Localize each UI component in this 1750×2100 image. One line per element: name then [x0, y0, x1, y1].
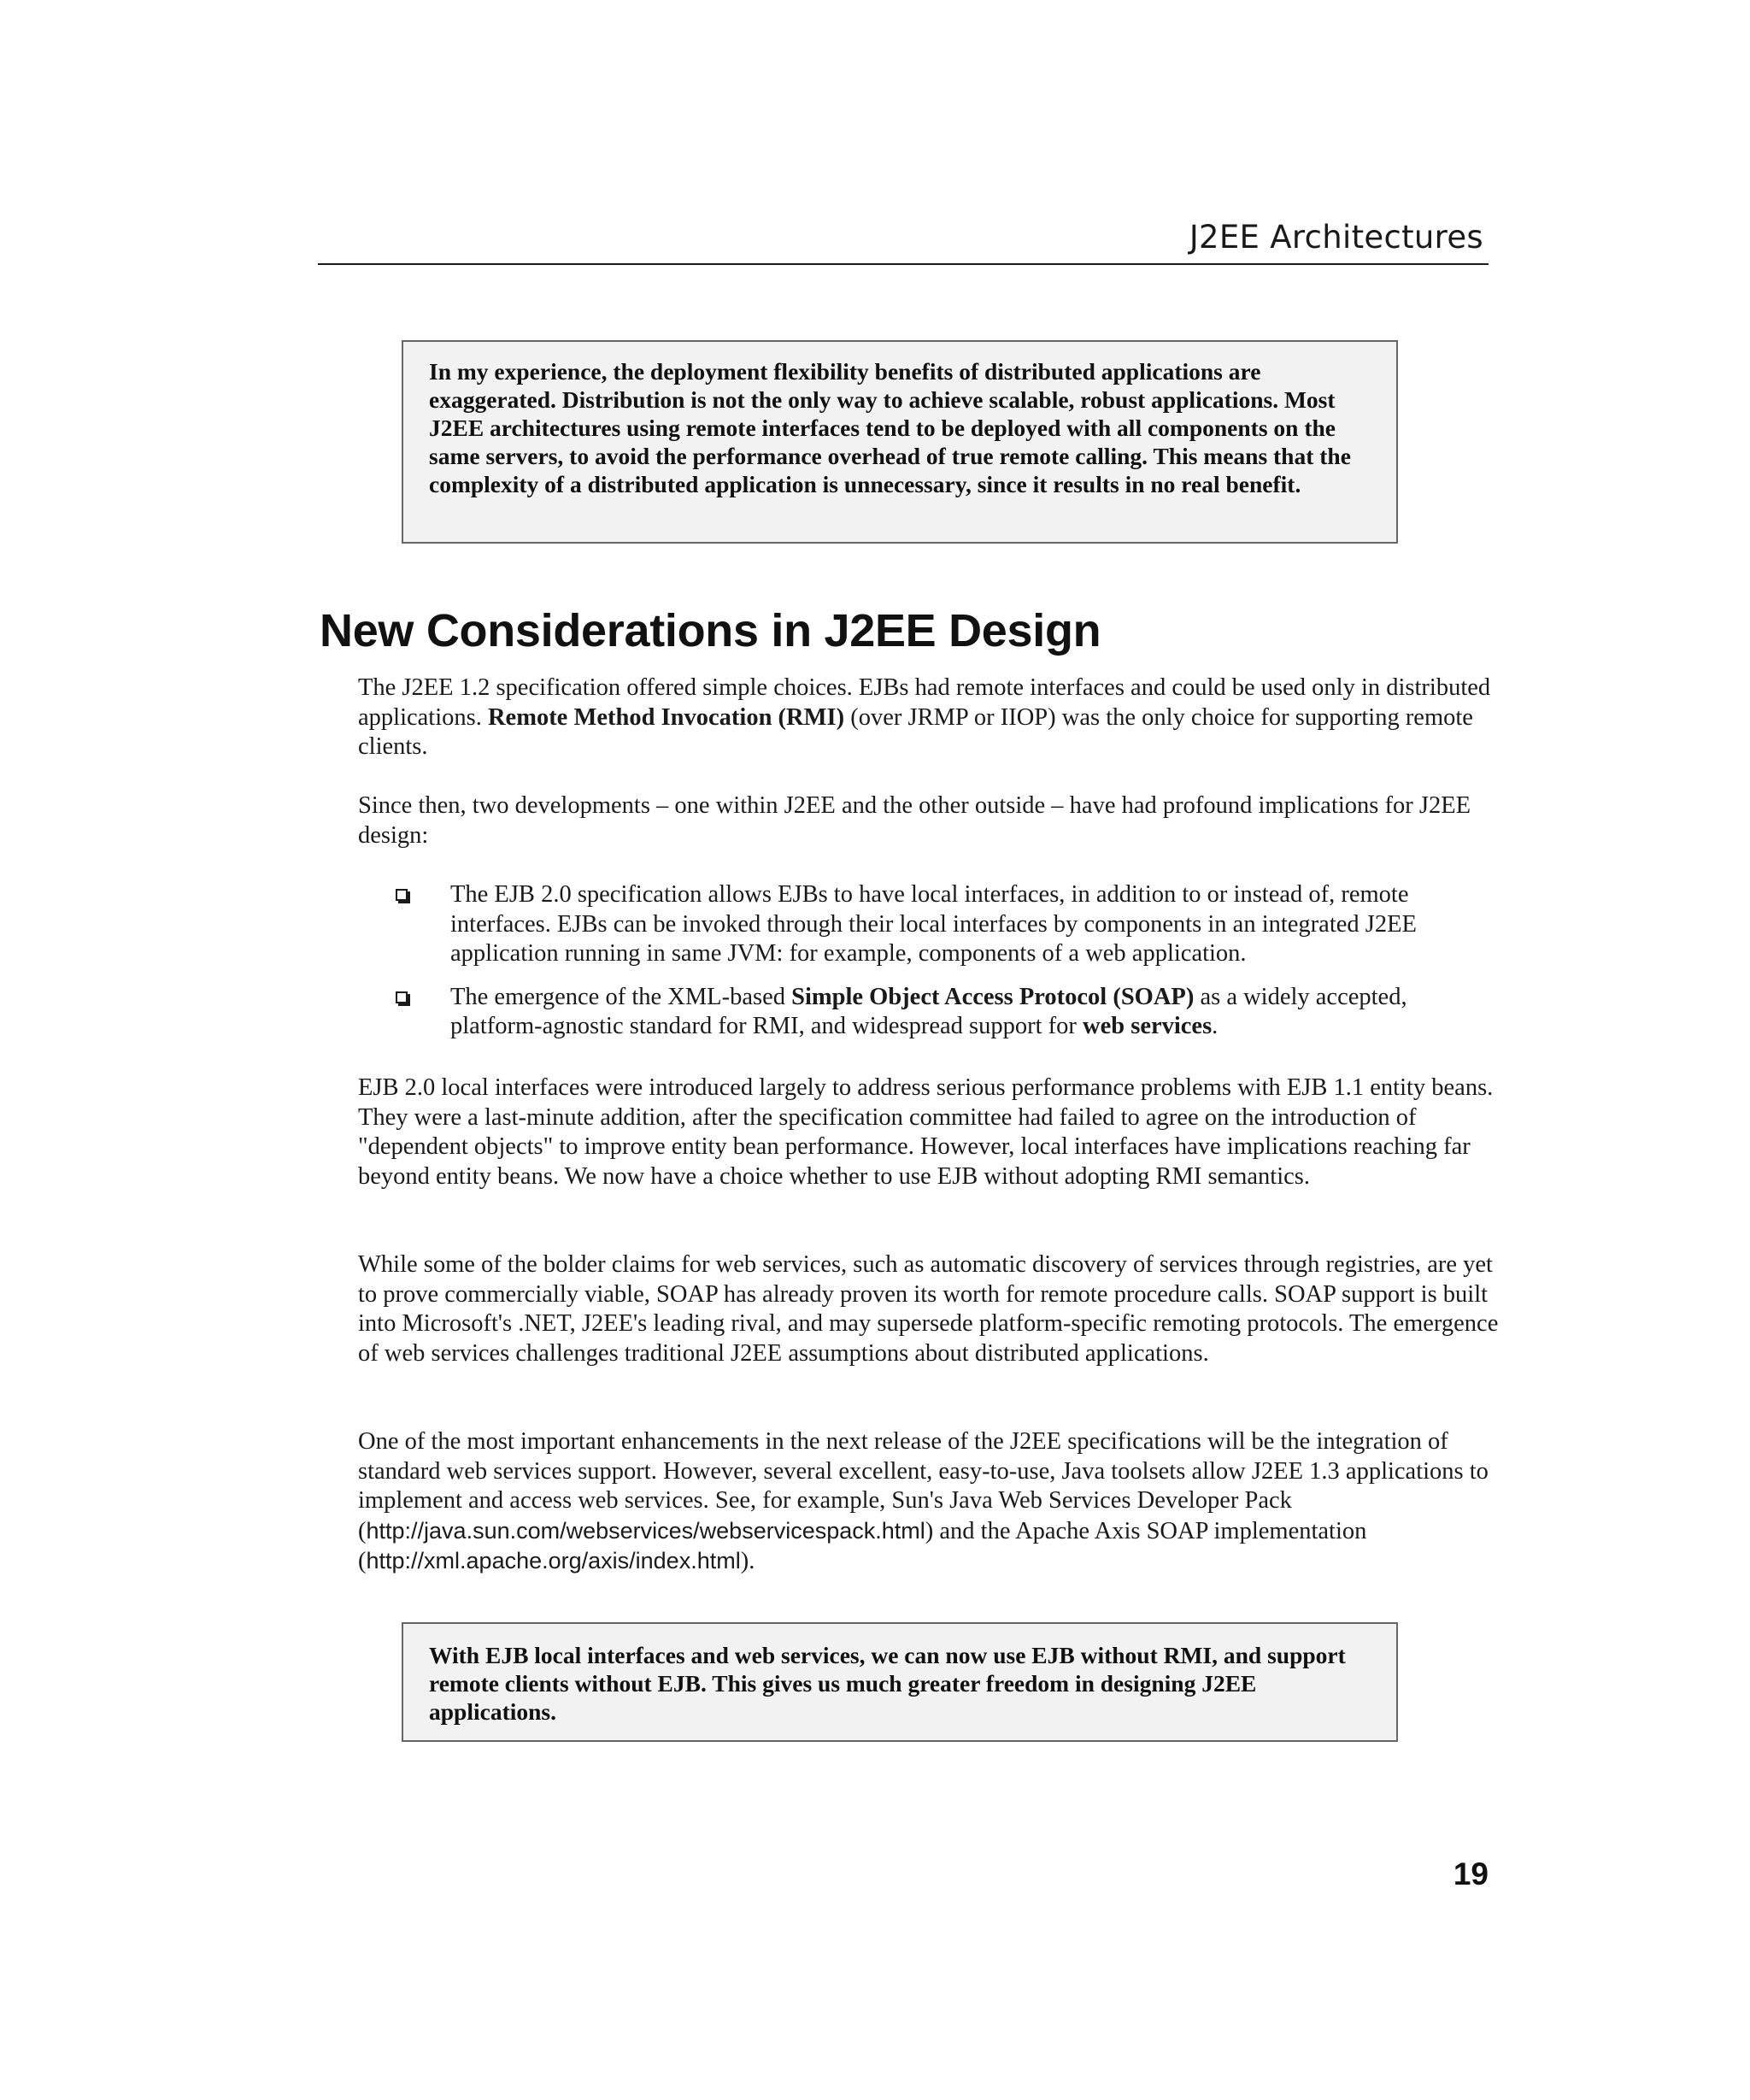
paragraph-1-after: (over JRMP or IIOP) was the only choice for supporting remote clients.: [358, 703, 1473, 761]
bullet-list: [358, 880, 1499, 1042]
tip-box-bottom: [402, 1622, 1398, 1742]
paragraph-4-text: While some of the bolder claims for web services, such as automatic discovery of services through registries, are yet to prove commercially viable, SOAP has already proven its worth for remote procedure calls. SOAP support is built into Microsoft's .NET, J2EE's leading rival, and may supersede platform-specific remoting protocols. The emergence of web services challenges traditional J2EE assumptions about distributed applications.: [358, 1251, 1499, 1367]
bullet-item-2-bold-soap: Simple Object Access Protocol (SOAP): [791, 983, 1195, 1010]
url-java-web-services: http://java.sun.com/webservices/webservicespack.html: [366, 1517, 925, 1544]
running-header: [318, 214, 1489, 265]
page-number: 19: [1453, 1856, 1489, 1891]
bullet-item-1: [358, 880, 1499, 969]
paragraph-5-middle: ) and the Apache Axis SOAP implementation (: [358, 1517, 1367, 1575]
paragraph-1-before: The J2EE 1.2 specification offered simple choices. EJBs had remote interfaces and could be used only in distributed applications.: [358, 674, 1491, 731]
paragraph-1: [358, 674, 1499, 762]
paragraph-5: [358, 1427, 1499, 1577]
section-heading: New Considerations in J2EE Design: [320, 605, 1101, 656]
tip-box-bottom-text: With EJB local interfaces and web services, we can now use EJB without RMI, and support remote clients without EJB. This gives us much greater freedom in designing J2EE applications.: [429, 1642, 1346, 1725]
bullet-item-2-bold-web-services: web services: [1083, 1013, 1213, 1040]
checkbox-bullet-icon: [396, 991, 408, 1003]
bullet-item-2-after: .: [1212, 1013, 1219, 1040]
paragraph-3-text: EJB 2.0 local interfaces were introduced largely to address serious performance problems with EJB 1.1 entity beans. They were a last-minute addition, after the specification committee had failed to agree on the introduction of "dependent objects" to improve entity bean performance. However, local interfaces have implications reaching far beyond entity beans. We now have a choice whether to use EJB without adopting RMI semantics.: [358, 1074, 1494, 1190]
paragraph-2: [358, 791, 1499, 850]
paragraph-5-after: ).: [740, 1548, 755, 1575]
paragraph-1-bold-term: Remote Method Invocation (RMI): [487, 703, 845, 731]
bullet-item-2-middle: as a widely accepted, platform-agnostic standard for RMI, and widespread support for: [450, 983, 1407, 1040]
paragraph-3: [358, 1074, 1499, 1191]
bullet-item-2: [358, 983, 1499, 1042]
bullet-item-1-text: The EJB 2.0 specification allows EJBs to have local interfaces, in addition to or instead of, remote interfaces. EJBs can be invoked through their local interfaces by components in an integrated J2EE application running in same JVM: for example, components of a web application.: [450, 881, 1417, 968]
tip-box-top-text: In my experience, the deployment flexibility benefits of distributed applications are exaggerated. Distribution is not the only way to achieve scalable, robust applications. Most J2EE architectures using remote interfaces tend to be deployed with all components on the same servers, to avoid the performance overhead of true remote calling. This means that the complexity of a distributed application is unnecessary, since it results in no real benefit.: [429, 358, 1351, 497]
paragraph-4: [358, 1250, 1499, 1368]
url-apache-axis: http://xml.apache.org/axis/index.html: [366, 1548, 741, 1574]
paragraph-2-text: Since then, two developments – one within J2EE and the other outside – have had profound implications for J2EE design:: [358, 792, 1471, 849]
paragraph-5-before: One of the most important enhancements in the next release of the J2EE specifications will be the integration of standard web services support. However, several excellent, easy-to-use, Java toolsets allow J2EE 1.3 applications to implement and access web services. See, for example, Sun's Java Web Services Developer Pack (: [358, 1428, 1489, 1544]
checkbox-bullet-icon: [396, 889, 408, 901]
bullet-item-2-before: The emergence of the XML-based: [450, 983, 792, 1010]
tip-box-top: [402, 340, 1398, 544]
running-header-title: J2EE Architectures: [1189, 219, 1483, 256]
